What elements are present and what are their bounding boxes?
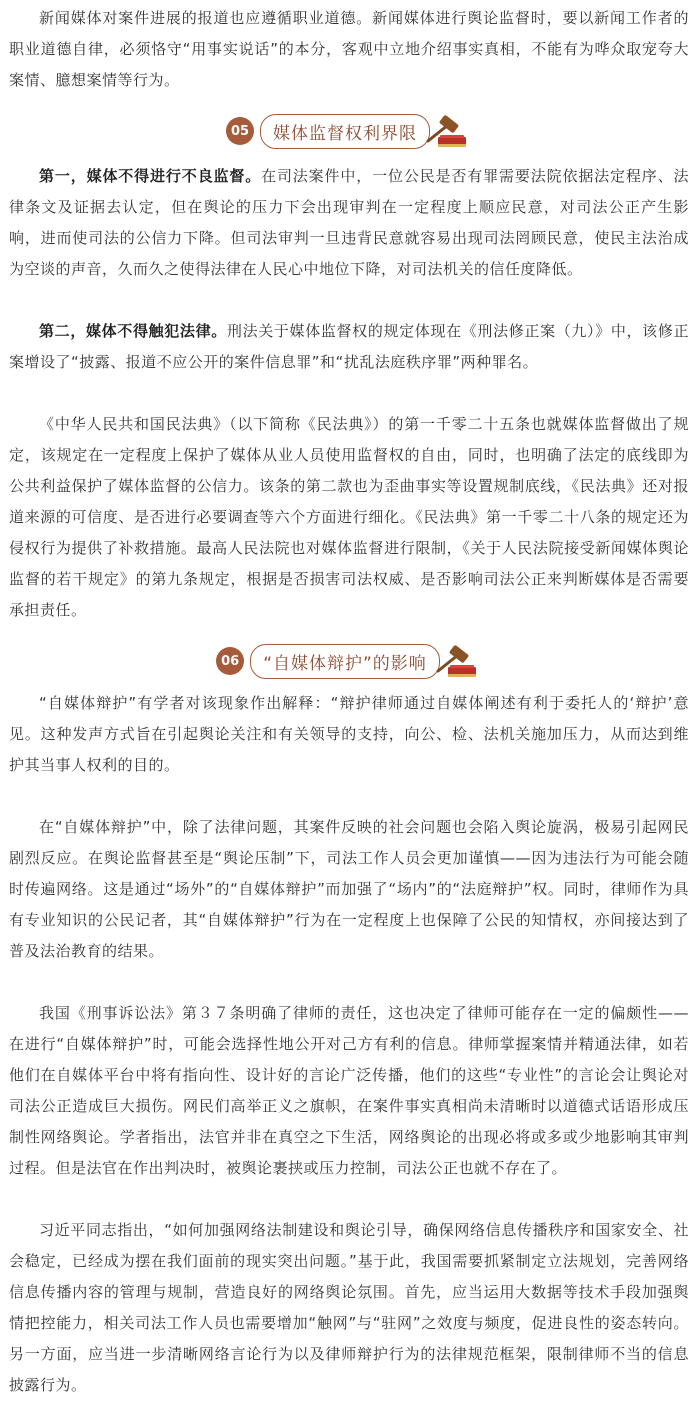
paragraph-1: 新闻媒体对案件进展的报道也应遵循职业道德。新闻媒体进行舆论监督时，要以新闻工作者的职业道德自律，必须恪守“用事实说话”的本分，客观中立地介绍事实真相，不能有为哗众取宠夸大案情、臆想案情等行为。 (9, 9, 689, 89)
paragraph-3-body: 刑法关于媒体监督权的规定体现在《刑法修正案（九）》中，该修正案增设了“披露、报道不应公开的案件信息罪”和“扰乱法庭秩序罪”两种罪名。 (9, 322, 689, 371)
paragraph-8: 习近平同志指出，“如何加强网络法制建设和舆论引导，确保网络信息传播秩序和国家安全、社会稳定，已经成为摆在我们面前的现实突出问题。”基于此，我国需要抓紧制定立法规划，完善网络信息传播内容的管理与规制，营造良好的网络舆论氛围。首先，应当运用大数据等技术手段加强舆情把控能力，相关司法工作人员也需要增加“触网”与“驻网”之效度与频度，促进良性的姿态转向。另一方面，应当进一步清晰网络言论行为以及律师辩护行为的法律规范框架，限制律师不当的信息披露行为。 (9, 1221, 689, 1394)
gavel-icon (434, 641, 482, 681)
paragraph-6: 在“自媒体辩护”中，除了法律问题，其案件反映的社会问题也会陷入舆论旋涡，极易引起网民剧烈反应。在舆论监督甚至是“舆论压制”下，司法工作人员会更加谨慎——因为违法行为可能会随时传遍网络。这是通过“场外”的“自媒体辩护”而加强了“场内”的“法庭辩护”权。同时，律师作为具有专业知识的公民记者，其“自媒体辩护”行为在一定程度上也保障了公民的知情权，亦间接达到了普及法治教育的结果。 (9, 818, 689, 960)
paragraph-3 (9, 316, 689, 378)
paragraph-2-body: 在司法案件中，一位公民是否有罪需要法院依据法定程序、法律条文及证据去认定，但在舆论的压力下会出现审判在一定程度上顺应民意，对司法公正产生影响，进而使司法的公信力下降。但司法审判一旦违背民意就容易出现司法罔顾民意，使民主法治成为空谈的声音，久而久之使得法律在人民心中地位下降，对司法机关的信任度降低。 (9, 167, 689, 278)
gavel-icon (424, 111, 472, 151)
section-number-badge: 06 (216, 647, 244, 675)
paragraph-2 (9, 161, 689, 285)
paragraph-4: 《中华人民共和国民法典》（以下简称《民法典》）的第一千零二十五条也就媒体监督做出了规定，该规定在一定程度上保护了媒体从业人员使用监督权的自由，同时，也明确了法定的底线即为公共利益保护了媒体监督的公信力。该条的第二款也为歪曲事实等设置规制底线，《民法典》还对报道来源的可信度、是否进行必要调查等六个方面进行细化。《民法典》第一千零二十八条的规定还为侵权行为提供了补救措施。最高人民法院也对媒体监督进行限制，《关于人民法院接受新闻媒体舆论监督的若干规定》的第九条规定，根据是否损害司法权威、是否影响司法公正来判断媒体是否需要承担责任。 (9, 415, 689, 619)
paragraph-3-lead: 第二，媒体不得触犯法律。 (39, 322, 227, 340)
section-header-05 (9, 108, 689, 154)
paragraph-7: 我国《刑事诉讼法》第３７条明确了律师的责任，这也决定了律师可能存在一定的偏颇性——在进行“自媒体辩护”时，可能会选择性地公开对己方有利的信息。律师掌握案情并精通法律，如若他们在自媒体平台中将有指向性、设计好的言论广泛传播，他们的这些“专业性”的言论会让舆论对司法公正造成巨大损伤。网民们高举正义之旗帜，在案件事实真相尚未清晰时以道德式话语形成压制性网络舆论。学者指出，法官并非在真空之下生活，网络舆论的出现必将或多或少地影响其审判过程。但是法官在作出判决时，被舆论裹挟或压力控制，司法公正也就不存在了。 (9, 1004, 689, 1177)
section-number-badge: 05 (226, 117, 254, 145)
paragraph-5: “自媒体辩护”有学者对该现象作出解释：“辩护律师通过自媒体阐述有利于委托人的‘辩护’意见。这种发声方式旨在引起舆论关注和有关领导的支持，向公、检、法机关施加压力，从而达到维护其当事人权利的目的。 (9, 694, 689, 774)
section-header-06 (9, 638, 689, 684)
paragraph-2-lead: 第一，媒体不得进行不良监督。 (39, 167, 262, 185)
section-title: 媒体监督权利界限 (260, 114, 430, 149)
section-title: “自媒体辩护”的影响 (250, 644, 440, 679)
